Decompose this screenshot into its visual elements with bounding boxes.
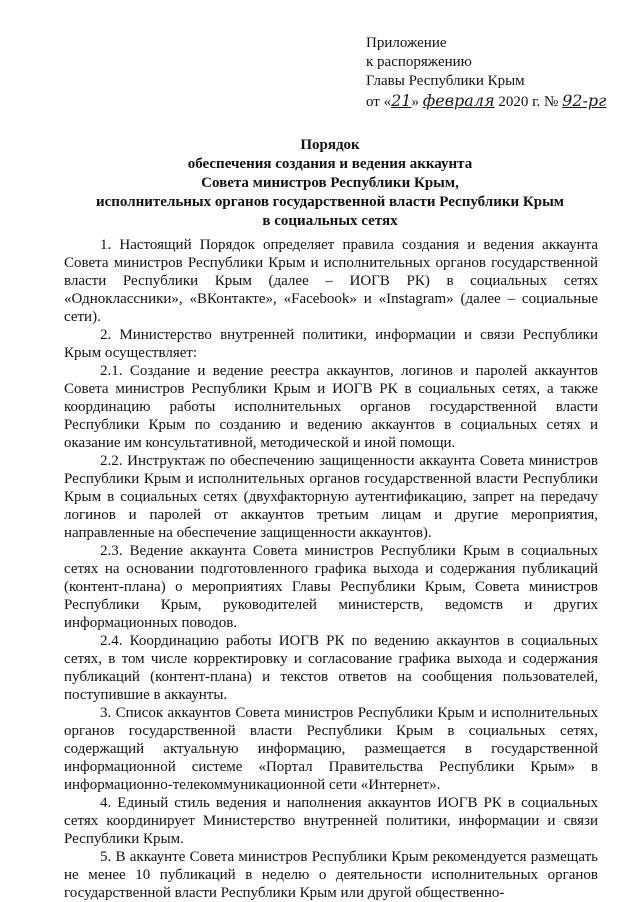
paragraph-2-1: 2.1. Создание и ведение реестра аккаунтов, логинов и паролей аккаунтов Совета министров Республики Крым и ИОГВ РК в социальных сетях, а также координацию работы исполнительных органов государственной власти Республики Крым по созданию и ведению аккаунтов в социальных сетях и оказание им консультативной, методической и иной помощи. [64, 363, 598, 451]
date-day-handwritten: 21 [391, 91, 412, 110]
paragraph-2-2: 2.2. Инструктаж по обеспечению защищенности аккаунта Совета министров Республики Крым и исполнительных органов государственной власти Республики Крым в социальных сетях (двухфакторную аутентификацию, запрет на передачу логинов и паролей от аккаунтов третьим лицам и другие мероприятия, направленные на обеспечение защищенности аккаунтов). [64, 453, 598, 541]
title-line-3: Совета министров Республики Крым, [201, 175, 459, 191]
paragraph-2: 2. Министерство внутренней политики, информации и связи Республики Крым осуществляет: [64, 327, 598, 361]
date-mid: » [411, 94, 423, 110]
title-line-4: исполнительных органов государственной власти Республики Крым [95, 194, 565, 210]
document-title [60, 136, 600, 231]
appendix-line-3: Главы Республики Крым [366, 73, 525, 89]
date-year: 2020 г. № [494, 94, 563, 110]
order-number-handwritten: 92-рг [562, 91, 607, 110]
document-body [64, 236, 598, 902]
title-line-1: Порядок [300, 137, 360, 153]
appendix-line-1: Приложение [366, 35, 447, 51]
title-line-2: обеспечения создания и ведения аккаунта [187, 156, 473, 172]
title-line-5: в социальных сетях [262, 213, 398, 229]
paragraph-1: 1. Настоящий Порядок определяет правила создания и ведения аккаунта Совета министров Республики Крым и исполнительных органов государственной власти Республики Крым (далее – ИОГВ РК) в социальных сетях «Одноклассники», «ВКонтакте», «Facebook» и «Instagram» (далее – социальные сети). [64, 237, 598, 325]
paragraph-4: 4. Единый стиль ведения и наполнения аккаунтов ИОГВ РК в социальных сетях координирует Министерство внутренней политики, информации и связи Республики Крым. [64, 795, 598, 847]
date-prefix: от « [366, 94, 392, 110]
appendix-block [366, 34, 606, 112]
appendix-line-2: к распоряжению [366, 54, 472, 70]
appendix-date-line [366, 91, 606, 112]
date-month-handwritten: февраля [422, 91, 495, 110]
paragraph-2-3: 2.3. Ведение аккаунта Совета министров Республики Крым в социальных сетях на основании подготовленного графика выхода и содержания публикаций (контент-плана) о мероприятиях Главы Республики Крым, Совета министров Республики Крым, руководителей министерств, ведомств и других информационных поводов. [64, 543, 598, 631]
paragraph-2-4: 2.4. Координацию работы ИОГВ РК по ведению аккаунтов в социальных сетях, в том числе корректировку и согласование графика выхода и содержания публикаций (контент-плана) и текстов ответов на сообщения пользователей, поступившие в аккаунты. [64, 633, 598, 703]
paragraph-5: 5. В аккаунте Совета министров Республики Крым рекомендуется размещать не менее 10 публикаций в неделю о деятельности исполнительных органов государственной власти Республики Крым или другой общественно- [64, 849, 598, 901]
paragraph-3: 3. Список аккаунтов Совета министров Республики Крым и исполнительных органов государственной власти Республики Крым в социальных сетях, содержащий актуальную информацию, размещается в государственной информационной системе «Портал Правительства Республики Крым» в информационно-телекоммуникационной сети «Интернет». [64, 705, 598, 793]
